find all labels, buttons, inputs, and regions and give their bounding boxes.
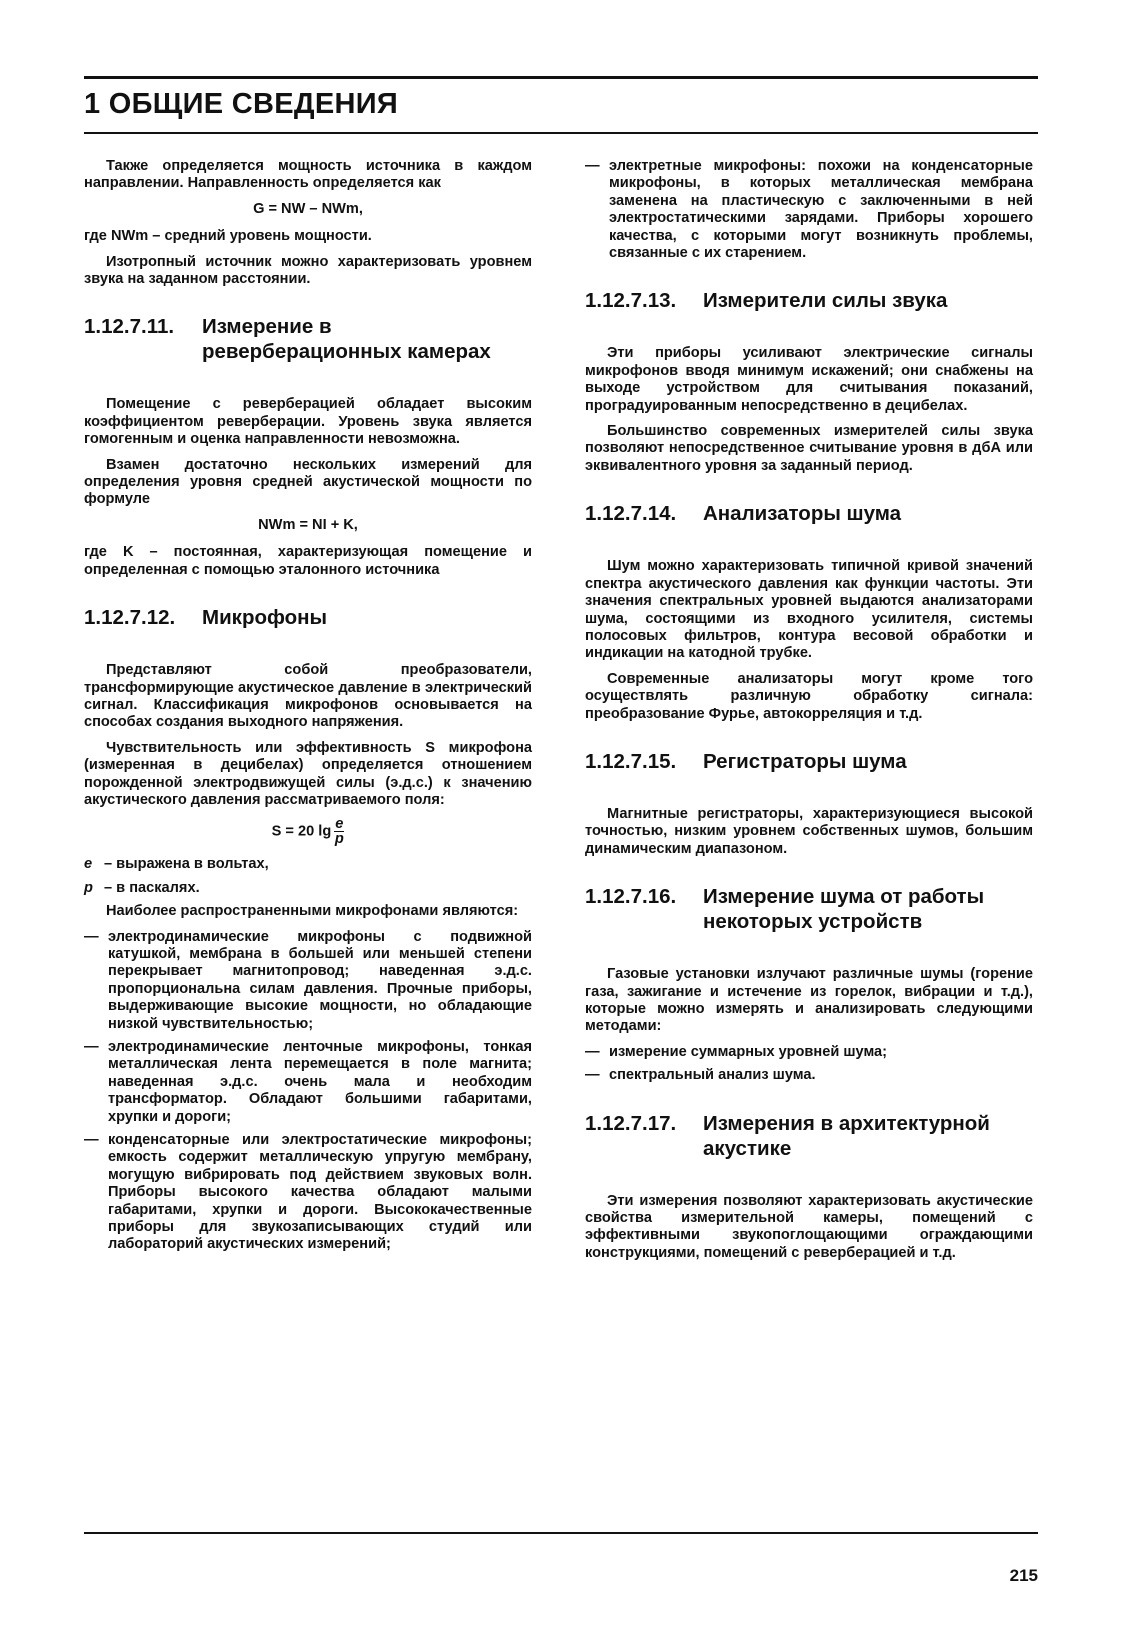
section-number: 1.12.7.11. bbox=[84, 315, 175, 339]
fraction-numerator: e bbox=[335, 816, 344, 833]
formula-note: где NWm – средний уровень мощности. bbox=[84, 228, 372, 245]
dash-mark: — bbox=[84, 1039, 99, 1055]
paragraph: Шум можно характеризовать типичной кривой значений спектра акустического давления как функции частоты. Эти значения спектральных уровней выдаются анализаторами шума, состоящими из входного усилителя, системы полосовых фильтров, контура весовой обработки и индикации на катодной трубке. bbox=[585, 558, 1033, 662]
definition-p bbox=[84, 880, 532, 897]
list-item-text: электретные микрофоны: похожи на конденсаторные микрофоны, в которых металлическая мембрана заменена на пластическую с заключенными в ней электростатическими зарядами. Приборы хорошего качества, с которыми могут возникнуть проблемы, связанные с их старением. bbox=[609, 158, 1033, 262]
list-item bbox=[84, 1039, 532, 1126]
fraction-denominator: p bbox=[334, 831, 344, 848]
section-heading-16 bbox=[585, 884, 1033, 934]
formula-lhs: S = 20 lg bbox=[271, 823, 332, 840]
chapter-title: 1 ОБЩИЕ СВЕДЕНИЯ bbox=[84, 88, 399, 120]
list-item-text: спектральный анализ шума. bbox=[609, 1067, 816, 1084]
formula-directivity: G = NW – NWm, bbox=[253, 200, 363, 217]
paragraph: Представляют собой преобразователи, трансформирующие акустическое давление в электрический сигнал. Классификация микрофонов основывается на способах создания выходного напряжения. bbox=[84, 662, 532, 731]
list-item-text: электродинамические ленточные микрофоны, тонкая металлическая лента перемещается в поле магнита; наведенная э.д.с. очень мала и необходим трансформатор. Обладают большими габаритами, хрупки и дороги; bbox=[108, 1039, 532, 1125]
variable: p bbox=[84, 879, 93, 896]
section-number: 1.12.7.16. bbox=[585, 885, 677, 909]
paragraph: Также определяется мощность источника в каждом направлении. Направленность определяется как bbox=[84, 158, 532, 192]
section-title: Анализаторы шума bbox=[703, 502, 902, 526]
paragraph: Большинство современных измерителей силы звука позволяют непосредственное считывание уровня в дбА или эквивалентного уровня за заданный период. bbox=[585, 423, 1033, 474]
footer-rule bbox=[84, 1532, 1038, 1534]
list-item bbox=[585, 1044, 1033, 1061]
list-item-text: электродинамические микрофоны с подвижной катушкой, мембрана в большей или меньшей степени перекрывает магнитопровод; наведенная э.д.с. пропорциональна силам давления. Прочные приборы, выдерживающие высокие мощности, но обладающие низкой чувствительностью; bbox=[108, 928, 532, 1032]
section-title: Микрофоны bbox=[202, 606, 328, 630]
definition-text: – в паскалях. bbox=[104, 879, 200, 896]
left-column bbox=[84, 158, 532, 1260]
dash-mark: — bbox=[84, 1132, 99, 1149]
section-heading-15 bbox=[585, 749, 1033, 774]
section-heading-11 bbox=[84, 314, 532, 364]
paragraph: Наиболее распространенными микрофонами являются: bbox=[106, 903, 519, 920]
paragraph: Помещение с реверберацией обладает высоким коэффициентом реверберации. Уровень звука является гомогенным и оценка направленности невозможна. bbox=[84, 396, 532, 448]
section-number: 1.12.7.13. bbox=[585, 289, 677, 313]
page-number: 215 bbox=[1009, 1566, 1038, 1585]
right-column bbox=[585, 158, 1033, 1270]
section-number: 1.12.7.15. bbox=[585, 749, 677, 773]
paragraph: Газовые установки излучают различные шумы (горение газа, зажигание и истечение из горелок, вибрации и т.д.), которые можно измерять и анализировать следующими методами: bbox=[585, 966, 1033, 1035]
paragraph: Чувствительность или эффективность S микрофона (измеренная в децибелах) определяется отношением порожденной электродвижущей силы (э.д.с.) к значению акустического давления рассматриваемого поля: bbox=[84, 739, 532, 808]
section-title: Измерители силы звука bbox=[703, 289, 948, 313]
dash-mark: — bbox=[84, 928, 99, 945]
paragraph: Эти измерения позволяют характеризовать акустические свойства измерительной камеры, помещений с эффективными звукопоглощающими ограждающими конструкциями, помещений с реверберацией и т.д. bbox=[585, 1192, 1033, 1261]
list-item bbox=[84, 1132, 532, 1254]
list-item bbox=[84, 929, 532, 1033]
formula-power: NWm = NI + K, bbox=[258, 516, 358, 533]
dash-mark: — bbox=[585, 1067, 600, 1084]
definition-text: – выражена в вольтах, bbox=[104, 856, 269, 873]
section-title: Измерение в реверберационных камерах bbox=[202, 315, 491, 364]
section-number: 1.12.7.14. bbox=[585, 502, 677, 526]
section-heading-12 bbox=[84, 605, 532, 630]
paragraph: Эти приборы усиливают электрические сигналы микрофонов вводя минимум искажений; они снабжены на выходе устройством для считывания показаний, проградуированным непосредственно в децибелах. bbox=[585, 345, 1033, 414]
paragraph: Изотропный источник можно характеризовать уровнем звука на заданном расстоянии. bbox=[84, 253, 532, 288]
formula-sensitivity bbox=[84, 817, 532, 846]
header-rule bbox=[84, 132, 1038, 134]
section-title: Измерения в архитектурной акустике bbox=[703, 1111, 990, 1160]
section-title: Регистраторы шума bbox=[703, 749, 907, 773]
list-item-text: измерение суммарных уровней шума; bbox=[609, 1043, 888, 1060]
variable: e bbox=[84, 856, 93, 873]
paragraph: Современные анализаторы могут кроме того осуществлять различную обработку сигнала: преобразование Фурье, автокорреляция и т.д. bbox=[585, 670, 1033, 722]
list-item bbox=[585, 1067, 1033, 1084]
formula-note: где K – постоянная, характеризующая помещение и определенная с помощью эталонного источника bbox=[84, 544, 532, 578]
section-heading-17 bbox=[585, 1111, 1033, 1161]
paragraph: Взамен достаточно нескольких измерений для определения уровня средней акустической мощности по формуле bbox=[84, 456, 532, 508]
top-rule bbox=[84, 76, 1038, 79]
section-heading-13 bbox=[585, 288, 1033, 313]
section-number: 1.12.7.12. bbox=[84, 606, 176, 630]
paragraph: Магнитные регистраторы, характеризующиеся высокой точностью, низким уровнем собственных шумов, большим динамическим диапазоном. bbox=[585, 805, 1033, 857]
section-number: 1.12.7.17. bbox=[585, 1111, 677, 1135]
dash-mark: — bbox=[585, 158, 600, 174]
definition-e bbox=[84, 856, 532, 873]
dash-mark: — bbox=[585, 1043, 600, 1060]
list-item bbox=[585, 158, 1033, 262]
section-heading-14 bbox=[585, 501, 1033, 526]
section-title: Измерение шума от работы некоторых устройств bbox=[703, 885, 985, 934]
list-item-text: конденсаторные или электростатические микрофоны; емкость содержит металлическую упругую мембрану, могущую вибрировать под действием звуковых волн. Приборы высокого качества обладают малыми габаритами, хрупки и дороги. Высококачественные приборы для звукозаписывающих студий или лабораторий акустических измерений; bbox=[108, 1132, 532, 1253]
fraction bbox=[334, 817, 344, 846]
